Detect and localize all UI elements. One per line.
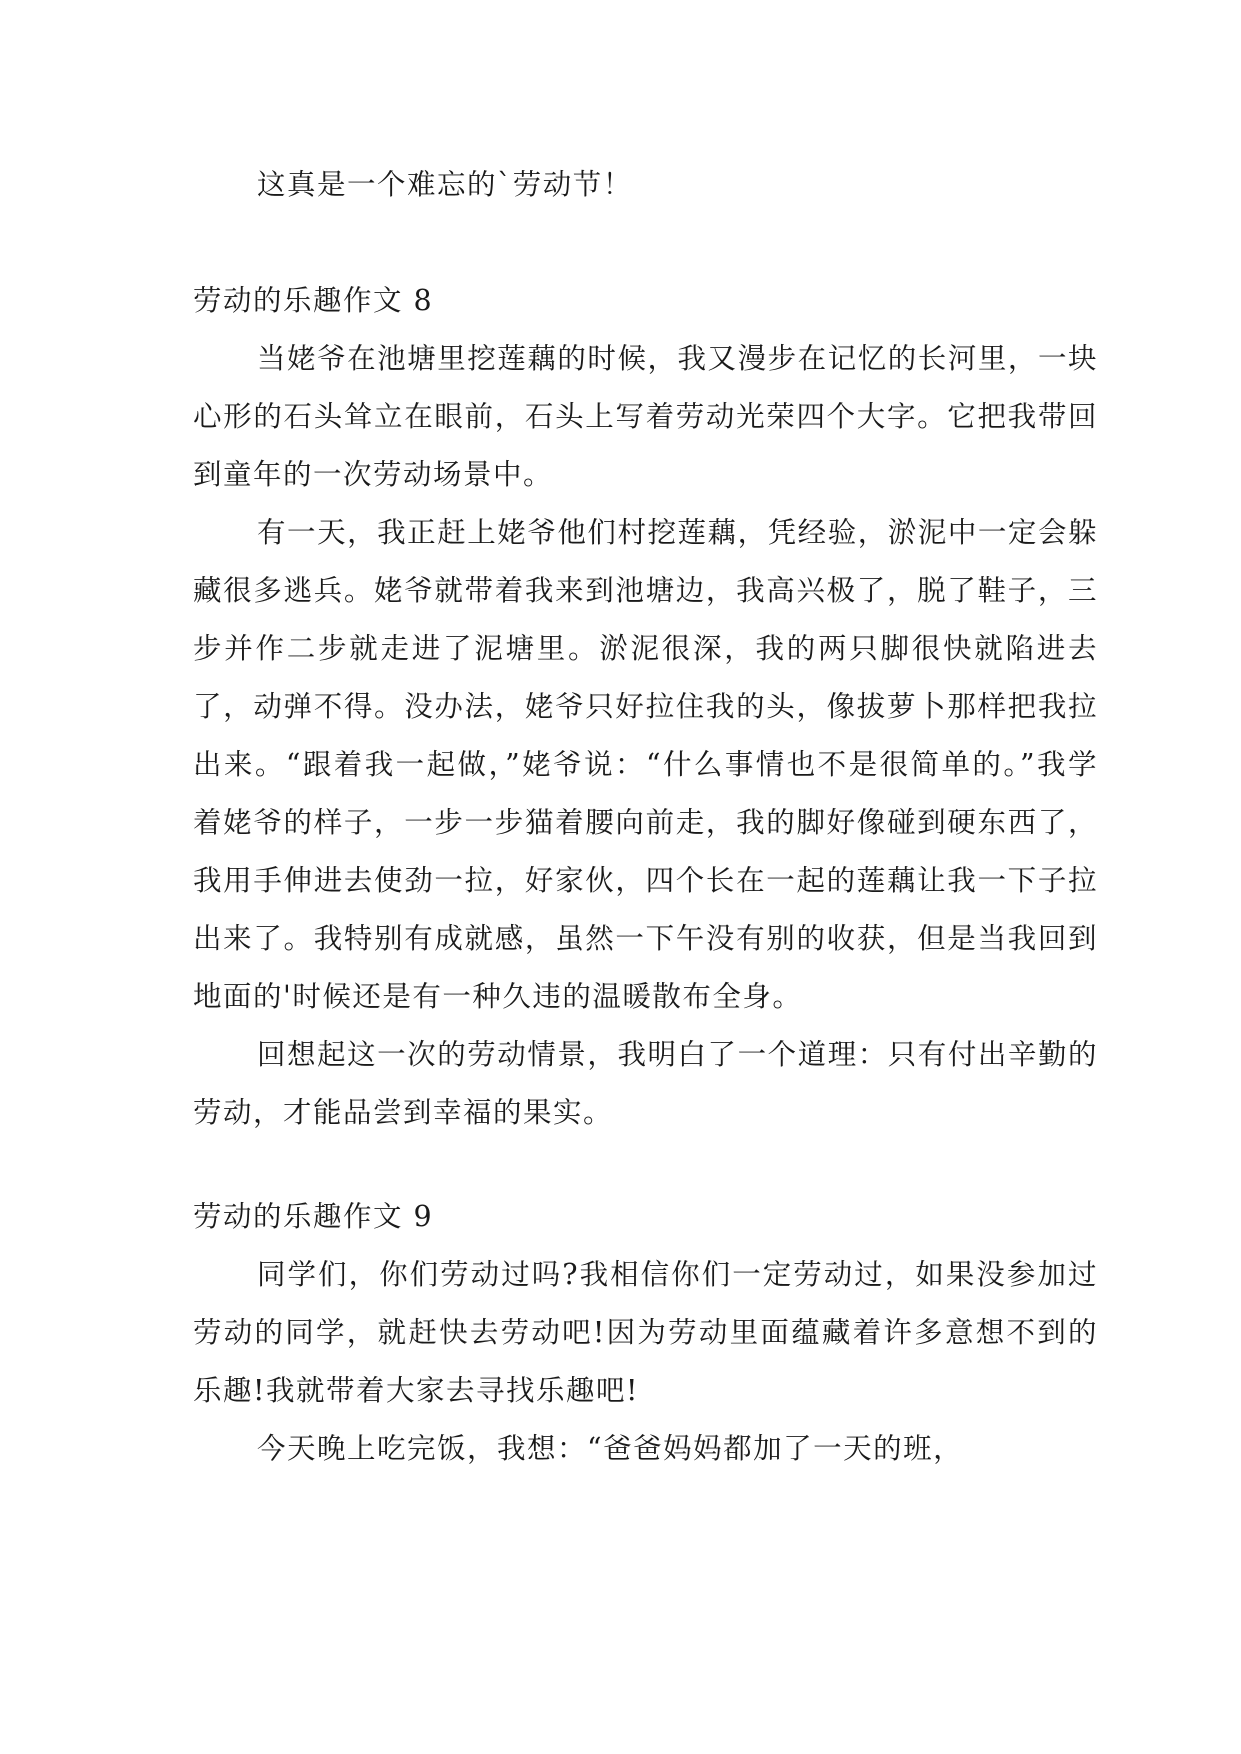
paragraph: 同学们，你们劳动过吗?我相信你们一定劳动过，如果没参加过劳动的同学，就赶快去劳动吧!因为劳动里面蕴藏着许多意想不到的乐趣!我就带着大家去寻找乐趣吧!: [193, 1258, 1098, 1407]
paragraph: 这真是一个难忘的`劳动节！: [257, 168, 633, 201]
section-heading: 劳动的乐趣作文 8: [193, 284, 434, 317]
paragraph-gap: [193, 214, 1098, 272]
paragraph-gap: [193, 1142, 1098, 1188]
paragraph: 回想起这一次的劳动情景，我明白了一个道理：只有付出辛勤的劳动，才能品尝到幸福的果实。: [193, 1038, 1098, 1129]
paragraph: 有一天，我正赶上姥爷他们村挖莲藕，凭经验，淤泥中一定会躲藏很多逃兵。姥爷就带着我来到池塘边，我高兴极了，脱了鞋子，三步并作二步就走进了泥塘里。淤泥很深，我的两只脚很快就陷进去了，动弹不得。没办法，姥爷只好拉住我的头，像拔萝卜那样把我拉出来。“跟着我一起做，”姥爷说：“什么事情也不是很简单的。”我学着姥爷的样子，一步一步猫着腰向前走，我的脚好像碰到硬东西了，我用手伸进去使劲一拉，好家伙，四个长在一起的莲藕让我一下子拉出来了。我特别有成就感，虽然一下午没有别的收获，但是当我回到地面的'时候还是有一种久违的温暖散布全身。: [193, 516, 1098, 1013]
section-heading: 劳动的乐趣作文 9: [193, 1200, 434, 1233]
paragraph: 当姥爷在池塘里挖莲藕的时候，我又漫步在记忆的长河里，一块心形的石头耸立在眼前，石头上写着劳动光荣四个大字。它把我带回到童年的一次劳动场景中。: [193, 342, 1098, 491]
paragraph: 今天晚上吃完饭，我想：“爸爸妈妈都加了一天的班，: [257, 1432, 964, 1465]
document-body: [193, 156, 1098, 1478]
